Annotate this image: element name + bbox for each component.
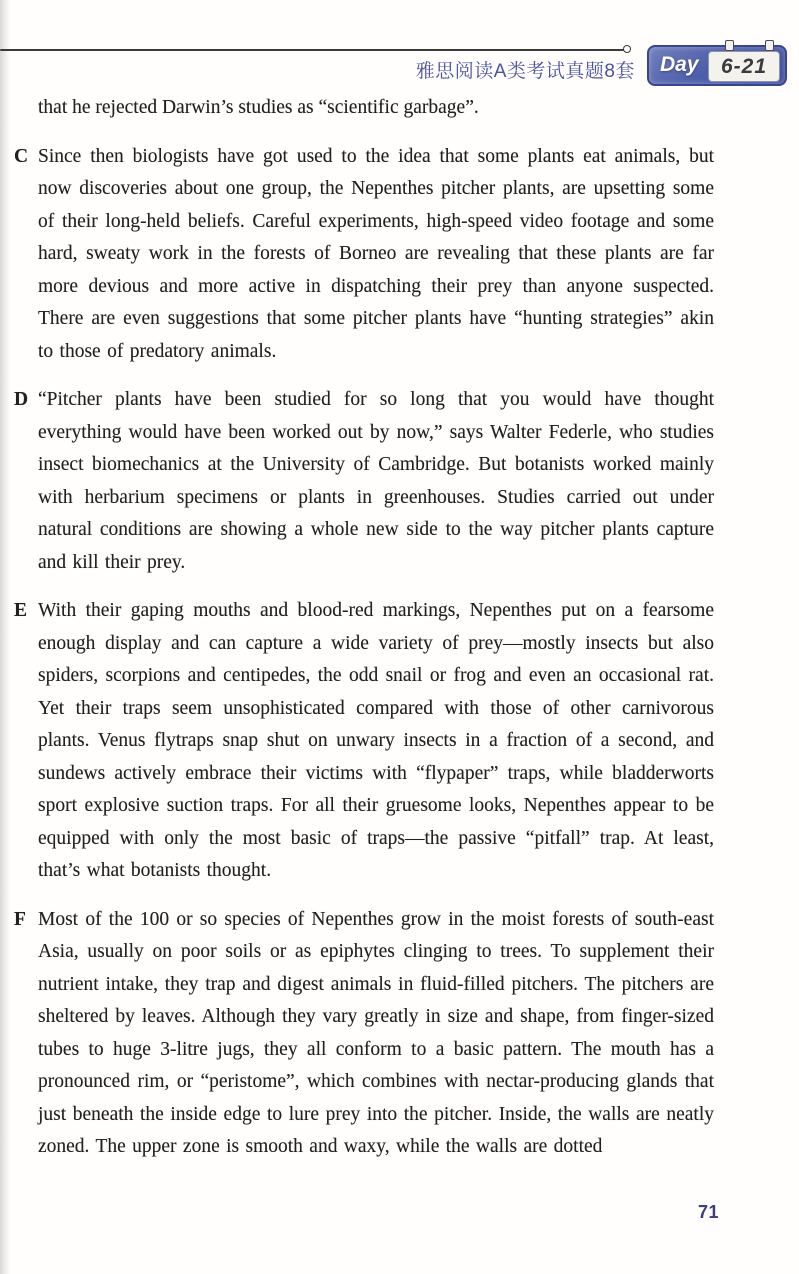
series-title: 雅思阅读A类考试真题8套	[415, 61, 635, 82]
paragraph-label: D	[14, 389, 29, 410]
calendar-ring-icon	[725, 40, 734, 51]
paragraph-text: Since then biologists have got used to the idea that some plants eat animals, but now discoveries about one group, the Nepenthes pitcher plants, are upsetting some of their long-held beliefs. Careful experiments, high-speed video footage and some hard, sweaty work in the forests of Borneo are revealing that these plants are far more devious and more active in dispatching their prey than anyone suspected. There are even suggestions that some pitcher plants have “hunting strategies” akin to those of predatory animals.	[38, 145, 714, 362]
page-edge-shading	[0, 0, 10, 1274]
paragraph-D	[14, 384, 714, 579]
passage-text	[14, 92, 714, 1180]
page-number: 71	[698, 1202, 720, 1222]
paragraph-label: F	[14, 908, 26, 930]
paragraph-C	[14, 141, 714, 369]
paragraph-text: Most of the 100 or so species of Nepenthes grow in the moist forests of south-east Asia, usually on poor soils or as epiphytes clinging to trees. To supplement their nutrient intake, they trap and digest animals in fluid-filled pitchers. The pitchers are sheltered by leaves. Although they vary greatly in size and shape, from finger-sized tubes to huge 3-litre jugs, they all conform to a basic pattern. The mouth has a pronounced rim, or “peristome”, which combines with nectar-producing glands that just beneath the inside edge to lure prey into the pitcher. Inside, the walls are neatly zoned. The upper zone is smooth and waxy, while the walls are dotted	[38, 908, 714, 1157]
paragraph-continuation: that he rejected Darwin’s studies as “scientific garbage”.	[38, 97, 479, 118]
day-badge-panel	[708, 51, 780, 82]
paragraph-text: “Pitcher plants have been studied for so long that you would have thought everything would have been worked out by now,” says Walter Federle, who studies insect biomechanics at the University of Cambridge. But botanists worked mainly with herbarium specimens or plants in greenhouses. Studies carried out under natural conditions are showing a whole new side to the way pitcher plants capture and kill their prey.	[38, 389, 714, 573]
paragraph-text: With their gaping mouths and blood-red markings, Nepenthes put on a fearsome enough display and can capture a wide variety of prey—mostly insects but also spiders, scorpions and centipedes, the odd snail or frog and even an occasional rat. Yet their traps seem unsophisticated compared with those of other carnivorous plants. Venus flytraps snap shut on unwary insects in a fraction of a second, and sundews actively embrace their victims with “flypaper” traps, while bladderworts sport explosive suction traps. For all their gruesome looks, Nepenthes appear to be equipped with only the most basic of traps—the passive “pitfall” trap. At least, that’s what botanists thought.	[38, 600, 714, 881]
day-badge-range: 6-21	[720, 54, 768, 78]
rule-end-circle-icon	[623, 45, 631, 53]
header-rule	[0, 49, 624, 51]
calendar-ring-icon	[765, 40, 774, 51]
paragraph-label: C	[14, 145, 29, 167]
day-badge-label: Day	[660, 53, 699, 76]
paragraph-E	[14, 595, 714, 888]
paragraph-F	[14, 904, 714, 1164]
day-badge	[647, 45, 787, 86]
paragraph-label: E	[14, 600, 28, 621]
